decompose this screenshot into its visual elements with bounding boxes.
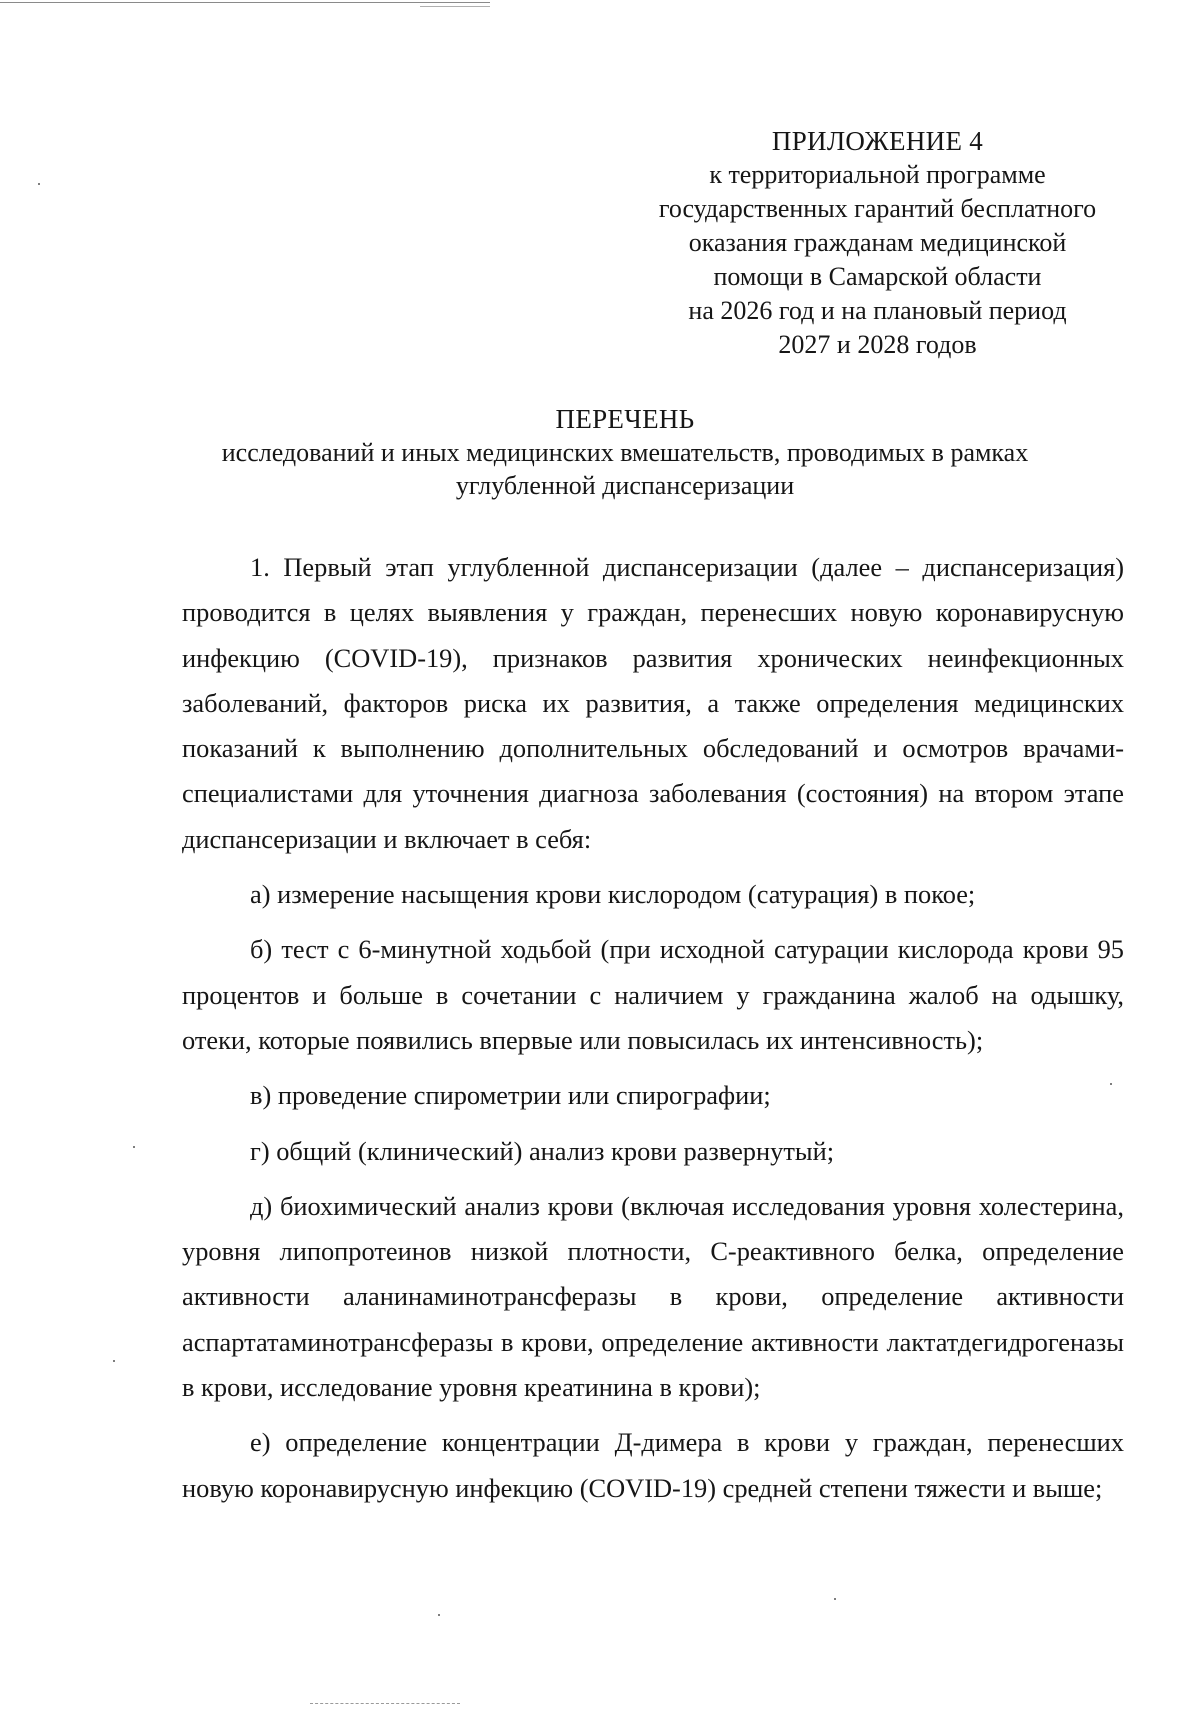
list-item-a: а) измерение насыщения крови кислородом (сатурация) в покое; xyxy=(250,879,976,910)
appendix-line: 2027 и 2028 годов xyxy=(778,330,977,359)
appendix-line: к территориальной программе xyxy=(709,160,1046,189)
list-item-v: в) проведение спирометрии или спирографии; xyxy=(250,1080,771,1111)
list-item-b: б) тест с 6-минутной ходьбой (при исходной сатурации кислорода крови 95 процентов и больше в сочетании с наличием у гражданина жалоб на одышку, отеки, которые появились впервые или повысилась их интенсивность); xyxy=(182,934,1124,1055)
appendix-header xyxy=(620,124,1135,362)
title-heading: ПЕРЕЧЕНЬ xyxy=(555,404,695,434)
appendix-line: государственных гарантий бесплатного xyxy=(658,194,1097,223)
appendix-line: на 2026 год и на плановый период xyxy=(688,296,1067,325)
scan-speck xyxy=(438,1614,440,1616)
scan-edge-line-bottom xyxy=(310,1703,460,1704)
scan-speck xyxy=(834,1598,836,1600)
document-body xyxy=(182,545,1124,1511)
scan-edge-line-top xyxy=(0,2,490,3)
list-item-g: г) общий (клинический) анализ крови развернутый; xyxy=(250,1135,835,1166)
list-item-e: е) определение концентрации Д-димера в крови у граждан, перенесших новую коронавирусную инфекцию (COVID-19) средней степени тяжести и выше; xyxy=(182,1427,1124,1503)
scan-speck xyxy=(113,1360,115,1362)
document-title xyxy=(150,403,1100,502)
title-subtitle-line: углубленной диспансеризации xyxy=(455,471,795,500)
scan-edge-line-top-short xyxy=(420,6,490,7)
scan-speck xyxy=(38,183,40,185)
paragraph-1: 1. Первый этап углубленной диспансеризации (далее – диспансеризация) проводится в целях выявления у граждан, перенесших новую коронавирусную инфекцию (COVID-19), признаков развития хронических неинфекционных заболеваний, факторов риска их развития, а также определения медицинских показаний к выполнению дополнительных обследований и осмотров врачами-специалистами для уточнения диагноза заболевания (состояния) на втором этапе диспансеризации и включает в себя: xyxy=(182,552,1124,854)
title-subtitle-line: исследований и иных медицинских вмешательств, проводимых в рамках xyxy=(221,438,1029,467)
scan-speck xyxy=(133,1146,135,1148)
appendix-line: помощи в Самарской области xyxy=(713,262,1042,291)
appendix-number: ПРИЛОЖЕНИЕ 4 xyxy=(771,126,984,156)
appendix-line: оказания гражданам медицинской xyxy=(688,228,1067,257)
list-item-d: д) биохимический анализ крови (включая исследования уровня холестерина, уровня липопротеинов низкой плотности, С-реактивного белка, определение активности аланинаминотрансферазы в крови, определение активности аспартатаминотрансферазы в крови, определение активности лактатдегидрогеназы в крови, исследование уровня креатинина в крови); xyxy=(182,1190,1124,1403)
